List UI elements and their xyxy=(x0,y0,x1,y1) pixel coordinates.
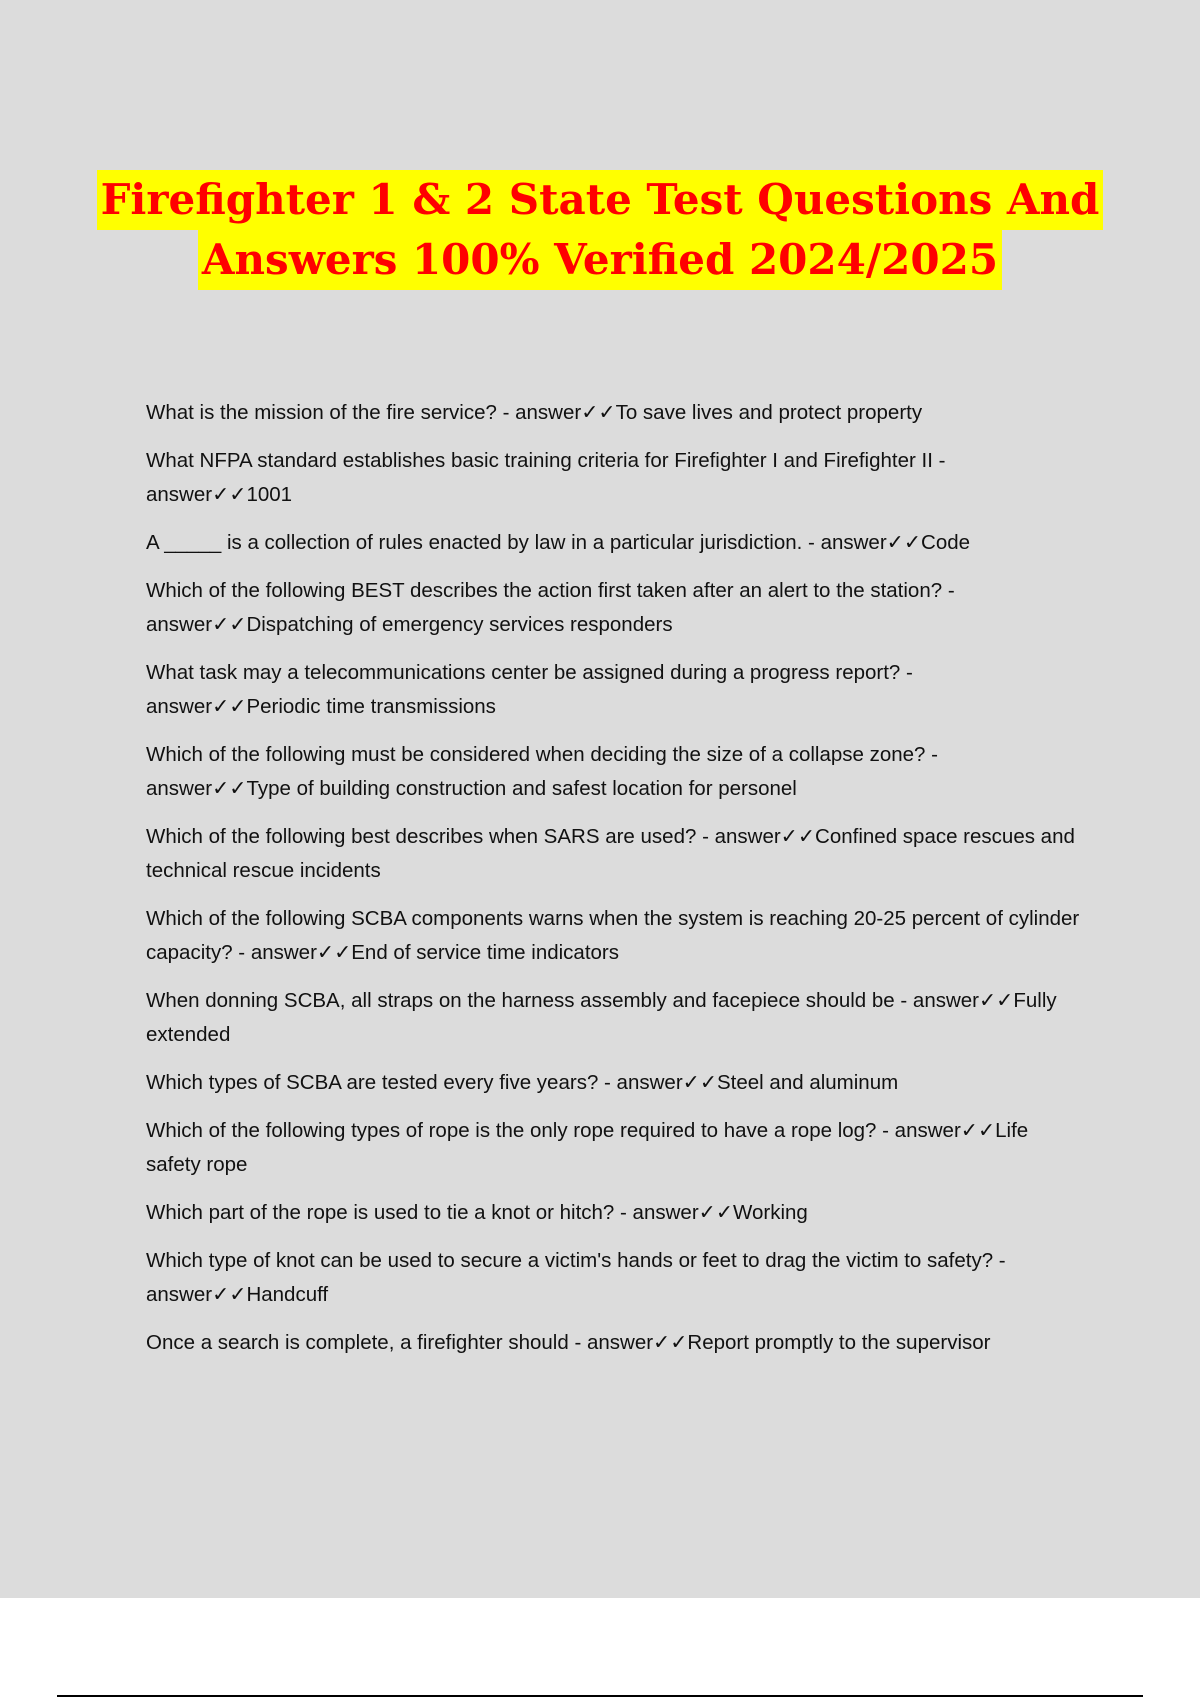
qa-item: When donning SCBA, all straps on the harness assembly and facepiece should be - answer✓✓Fully extended xyxy=(146,989,1057,1046)
qa-item: Which of the following SCBA components warns when the system is reaching 20-25 percent of cylinder capacity? - answer✓✓End of service time indicators xyxy=(146,907,1080,964)
document-title xyxy=(0,170,1200,290)
qa-item: What NFPA standard establishes basic training criteria for Firefighter I and Firefighter II - answer✓✓1001 xyxy=(146,449,946,506)
footer-divider xyxy=(57,1695,1143,1697)
qa-item: A _____ is a collection of rules enacted by law in a particular jurisdiction. - answer✓✓Code xyxy=(146,531,971,554)
qa-item: Which part of the rope is used to tie a knot or hitch? - answer✓✓Working xyxy=(146,1201,808,1224)
qa-item: Which types of SCBA are tested every five years? - answer✓✓Steel and aluminum xyxy=(146,1071,899,1094)
qa-item: What task may a telecommunications center be assigned during a progress report? - answer✓✓Periodic time transmissions xyxy=(146,661,913,718)
qa-list xyxy=(146,396,1086,1374)
qa-item: Which of the following must be considered when deciding the size of a collapse zone? - answer✓✓Type of building construction and safest location for personel xyxy=(146,743,938,800)
qa-item: Which of the following best describes when SARS are used? - answer✓✓Confined space rescues and technical rescue incidents xyxy=(146,825,1075,882)
title-line-2: Answers 100% Verified 2024/2025 xyxy=(198,230,1002,290)
qa-item: What is the mission of the fire service? - answer✓✓To save lives and protect property xyxy=(146,401,923,424)
qa-item: Which of the following BEST describes the action first taken after an alert to the station? - answer✓✓Dispatching of emergency services responders xyxy=(146,579,955,636)
title-line-1: Firefighter 1 & 2 State Test Questions And xyxy=(97,170,1104,230)
qa-item: Which of the following types of rope is the only rope required to have a rope log? - answer✓✓Life safety rope xyxy=(146,1119,1029,1176)
qa-item: Which type of knot can be used to secure a victim's hands or feet to drag the victim to safety? - answer✓✓Handcuff xyxy=(146,1249,1006,1306)
qa-item: Once a search is complete, a firefighter should - answer✓✓Report promptly to the supervisor xyxy=(146,1331,991,1354)
